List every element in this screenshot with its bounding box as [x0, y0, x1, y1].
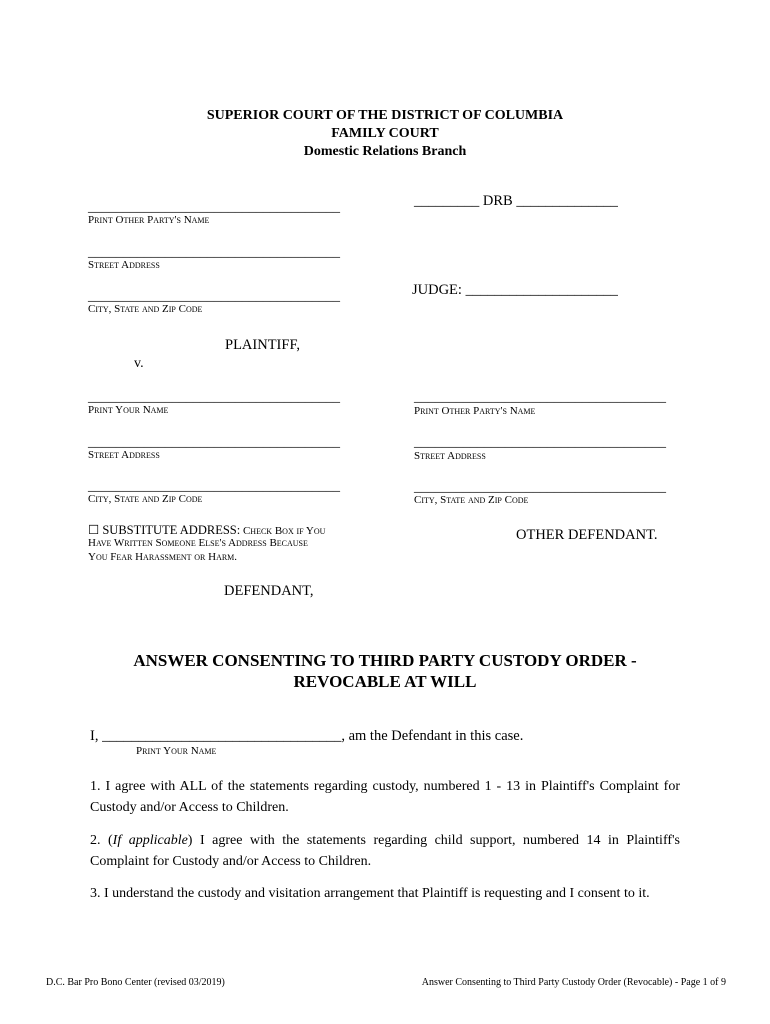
footer-right: Answer Consenting to Third Party Custody Order (Revocable) - Page 1 of 9: [421, 977, 726, 988]
judge-field[interactable]: JUDGE: _____________________: [412, 282, 618, 298]
document-title-line2: REVOCABLE AT WILL: [293, 672, 477, 691]
court-division: FAMILY COURT: [331, 126, 439, 141]
defendant-street-line[interactable]: ____________________________________: [88, 435, 340, 450]
footer-left: D.C. Bar Pro Bono Center (revised 03/2019): [46, 977, 225, 988]
statement-name-field[interactable]: _________________________________: [102, 728, 342, 744]
substitute-address-note-3: You Fear Harassment or Harm.: [88, 551, 238, 563]
plaintiff-name-label: Print Other Party's Name: [88, 214, 210, 226]
paragraph-3: 3. I understand the custody and visitation arrangement that Plaintiff is requesting and I consent to it.: [90, 886, 650, 901]
substitute-address-label: SUBSTITUTE ADDRESS:: [102, 523, 241, 537]
versus-text: v.: [134, 356, 144, 371]
substitute-address-row: [88, 522, 325, 538]
other-defendant-city-line[interactable]: ____________________________________: [414, 480, 666, 495]
substitute-address-note: Check Box if You: [240, 525, 326, 537]
plaintiff-role: PLAINTIFF,: [225, 337, 300, 353]
substitute-address-note-2: Have Written Someone Else's Address Because: [88, 537, 308, 549]
drb-case-number-field[interactable]: _________ DRB ______________: [414, 193, 618, 209]
paragraph-2-number: 2. (: [90, 833, 113, 848]
other-defendant-street-line[interactable]: ____________________________________: [414, 435, 666, 450]
court-branch: Domestic Relations Branch: [303, 144, 467, 159]
other-defendant-street-label: Street Address: [414, 450, 486, 462]
court-name: SUPERIOR COURT OF THE DISTRICT OF COLUMBIA: [206, 108, 564, 123]
defendant-city-label: City, State and Zip Code: [88, 493, 203, 505]
document-title-line1: ANSWER CONSENTING TO THIRD PARTY CUSTODY ORDER -: [133, 651, 637, 670]
defendant-statement: [90, 728, 523, 745]
plaintiff-name-line[interactable]: ____________________________________: [88, 200, 340, 215]
plaintiff-city-line[interactable]: ____________________________________: [88, 289, 340, 304]
paragraph-2: [90, 830, 680, 872]
paragraph-2-italic: If applicable: [112, 833, 188, 848]
paragraph-1: 1. I agree with ALL of the statements regarding custody, numbered 1 - 13 in Plaintiff's Complaint for Custody and/or Access to Children.: [90, 779, 680, 815]
statement-prefix: I,: [90, 728, 103, 744]
defendant-street-label: Street Address: [88, 449, 160, 461]
other-defendant-name-label: Print Other Party's Name: [414, 405, 536, 417]
defendant-city-line[interactable]: ____________________________________: [88, 479, 340, 494]
plaintiff-city-label: City, State and Zip Code: [88, 303, 203, 315]
defendant-name-label: Print Your Name: [88, 404, 169, 416]
statement-name-label: Print Your Name: [136, 745, 217, 757]
statement-suffix: , am the Defendant in this case.: [341, 728, 524, 744]
other-defendant-role: OTHER DEFENDANT.: [516, 527, 658, 543]
other-defendant-name-line[interactable]: ____________________________________: [414, 390, 666, 405]
checkbox-icon[interactable]: ☐: [88, 523, 100, 537]
paragraph-2-text: ) I agree with the statements regarding child support, numbered 14 in Plaintiff's Complaint for Custody and/or Access to Children.: [90, 833, 680, 869]
defendant-name-line[interactable]: ____________________________________: [88, 390, 340, 405]
other-defendant-city-label: City, State and Zip Code: [414, 494, 529, 506]
plaintiff-street-line[interactable]: ____________________________________: [88, 245, 340, 260]
plaintiff-street-label: Street Address: [88, 259, 160, 271]
defendant-role: DEFENDANT,: [224, 583, 314, 599]
